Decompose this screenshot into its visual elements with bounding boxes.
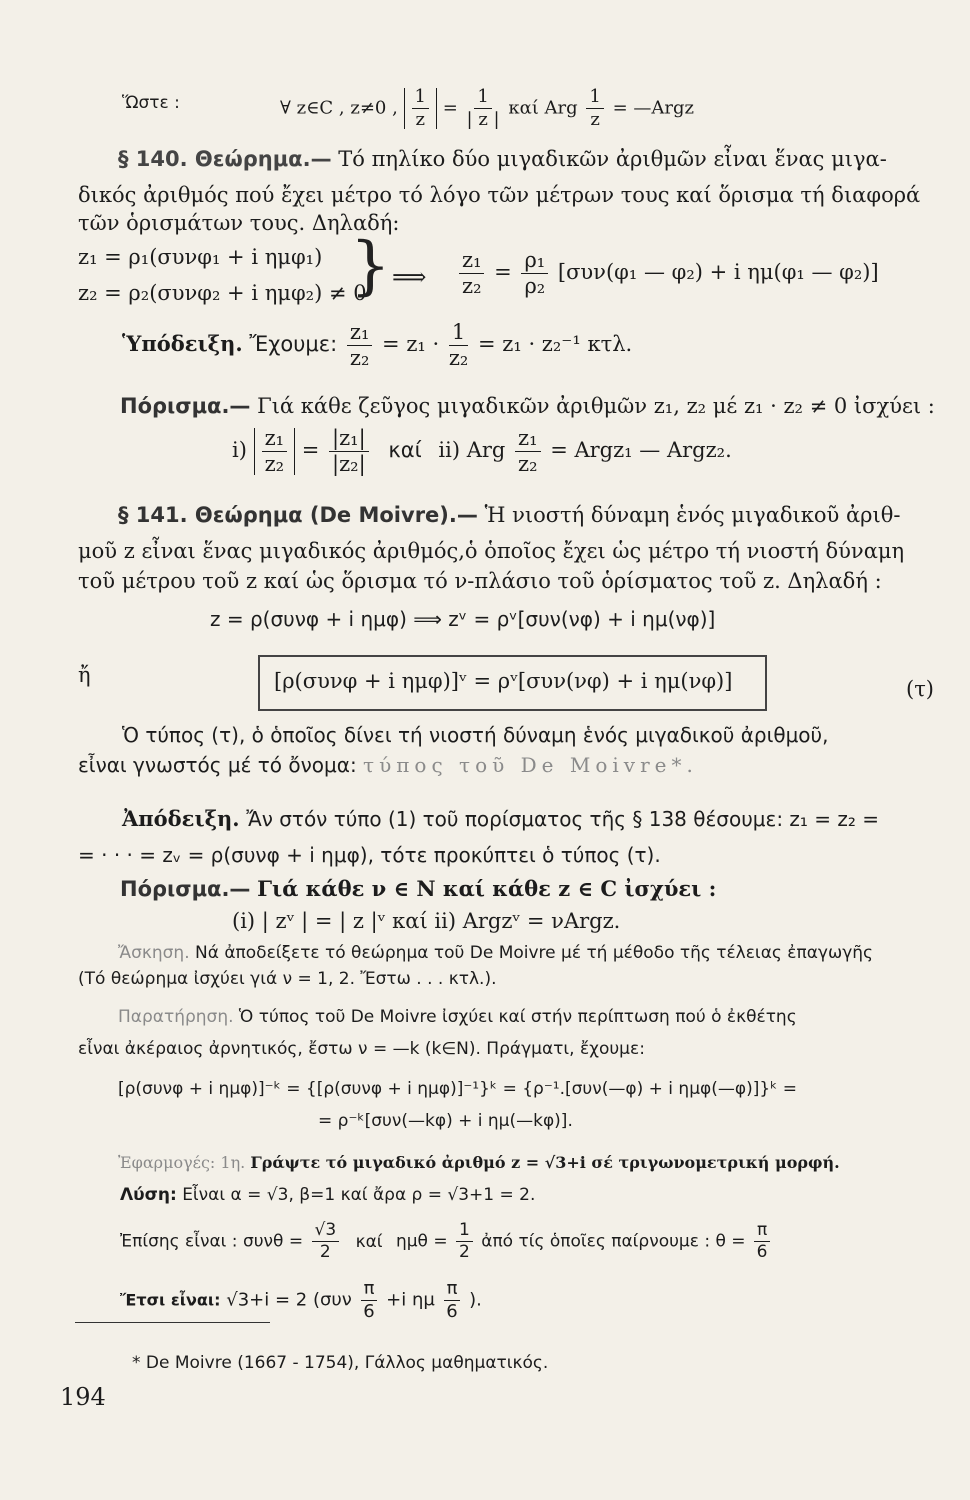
- paragraph-line1: Ὁ τύπος (τ), ὁ ὁποῖος δίνει τή νιοστή δύναμη ἑνός μιγαδικοῦ ἀριθμοῦ,: [122, 723, 829, 747]
- page-number: 194: [60, 1383, 106, 1411]
- corollary-1-formulas: i) $\frac{\text{z₁}}{\text{z₂}}$ = $\frac{\text{|z₁|}}{\text{|z₂|}}$ καί ii) Arg $\frac{\text{z₁}}{\text{z₂}}$ = Argz₁ — Argz₂.: [232, 426, 732, 476]
- or-label: ἤ: [78, 663, 91, 687]
- trig-values-line: Ἐπίσης εἶναι : συνθ = $\frac{√3}{2}$ καί ημθ = $\frac{1}{2}$ ἀπό τίς ὁποῖες παίρνουμε : θ = $\frac{\pi}{6}$: [120, 1222, 773, 1261]
- proof-line1: Ἀπόδειξη. Ἄν στόν τύπο (1) τοῦ πορίσματος τῆς § 138 θέσουμε: z₁ = z₂ =: [122, 806, 880, 831]
- quotient-formula: $\frac{\text{z₁}}{\text{z₂}}$ = $\frac{\text{ρ₁}}{\text{ρ₂}}$ [συν(φ₁ — φ₂) + i ημ(φ₁ — φ₂)]: [456, 250, 879, 297]
- theorem-141-line3: τοῦ μέτρου τοῦ z καί ὡς ὅρισμα τό ν-πλάσιο τοῦ ὁρίσματος τοῦ z. Δηλαδή :: [78, 569, 882, 593]
- proof-line2: = · · · = zᵥ = ρ(συνφ + i ημφ), τότε προκύπτει ὁ τύπος (τ).: [78, 843, 661, 867]
- top-formula: ∀ z∈C , z≠0 , $\frac{1}{z}$ = $\frac{1}{| z |}$ καί Arg $\frac{1}{z}$ = —Argz: [280, 86, 694, 130]
- formula-tag: (τ): [906, 677, 935, 701]
- hint-line: Ὑπόδειξη. Ἔχουμε: $\frac{\text{z₁}}{\text{z₂}}$ = z₁ · $\frac{1}{\text{z₂}}$ = z₁ · z₂⁻¹ κτλ.: [122, 320, 633, 370]
- theorem-140-line3: τῶν ὁρισμάτων τους. Δηλαδή:: [78, 211, 400, 235]
- corollary-1-line: Πόρισμα.— Γιά κάθε ζεῦγος μιγαδικῶν ἀριθμῶν z₁, z₂ μέ z₁ · z₂ ≠ 0 ἰσχύει :: [120, 394, 935, 418]
- solution-line: Λύση: Εἶναι α = √3, β=1 καί ἄρα ρ = √3+1 = 2.: [120, 1185, 536, 1205]
- remark-line2: εἶναι ἀκέραιος ἀρνητικός, ἔστω ν = —k (k∈N). Πράγματι, ἔχουμε:: [78, 1039, 645, 1059]
- exercise-line2: (Τό θεώρημα ἰσχύει γιά ν = 1, 2. Ἔστω . . . κτλ.).: [78, 969, 497, 989]
- paragraph-line2: εἶναι γνωστός μέ τό ὄνομα: τύπος τοῦ De Moivre*.: [78, 753, 698, 777]
- footnote: * De Moivre (1667 - 1754), Γάλλος μαθηματικός.: [132, 1353, 549, 1373]
- corollary-2-formulas: (i) | zᵛ | = | z |ᵛ καί ii) Argzᵛ = νArgz.: [232, 909, 621, 933]
- remark-formula1: [ρ(συνφ + i ημφ)]⁻ᵏ = {[ρ(συνφ + i ημφ)]⁻¹}ᵏ = {ρ⁻¹.[συν(—φ) + i ημφ(—φ)]}ᵏ =: [118, 1079, 798, 1099]
- remark-formula2: = ρ⁻ᵏ[συν(—kφ) + i ημ(—kφ)].: [318, 1111, 573, 1131]
- theorem-140-line1: § 140. Θεώρημα.— Τό πηλίκο δύο μιγαδικῶν ἀριθμῶν εἶναι ἕνας μιγα-: [118, 147, 887, 171]
- theorem-141-line1: § 141. Θεώρημα (De Moivre).— Ἡ νιοστή δύναμη ἑνός μιγαδικοῦ ἀριθ-: [118, 503, 901, 527]
- corollary-2-line: Πόρισμα.— Γιά κάθε ν ∈ N καί κάθε z ∈ C ἰσχύει :: [120, 876, 717, 901]
- theorem-140-line2: δικός ἀριθμός πού ἔχει μέτρο τό λόγο τῶν μέτρων τους καί ὅρισμα τή διαφορά: [78, 183, 921, 207]
- remark-line1: Παρατήρηση. Ὁ τύπος τοῦ De Moivre ἰσχύει καί στήν περίπτωση πού ὁ ἐκθέτης: [118, 1007, 797, 1027]
- right-brace: }: [350, 229, 391, 303]
- footnote-rule: [75, 1322, 270, 1323]
- final-result-line: Ἔτσι εἶναι: √3+i = 2 (συν $\frac{\pi}{6}$ +i ημ $\frac{\pi}{6}$ ).: [120, 1278, 482, 1322]
- exercise-line1: Ἄσκηση. Νά ἀποδείξετε τό θεώρημα τοῦ De Moivre μέ τή μέθοδο τῆς τέλειας ἐπαγωγῆς: [118, 943, 874, 963]
- implies-arrow: ⟹: [392, 263, 427, 291]
- z1-definition: z₁ = ρ₁(συνφ₁ + i ημφ₁): [78, 245, 323, 269]
- oste-label: Ὥστε :: [122, 93, 180, 113]
- boxed-formula: [ρ(συνφ + i ημφ)]ᵛ = ρᵛ[συν(νφ) + i ημ(νφ)]: [274, 669, 733, 693]
- application-title: Ἐφαρμογές: 1η. Γράψτε τό μιγαδικό ἀριθμό z = √3+i σέ τριγωνομετρική μορφή.: [118, 1153, 840, 1172]
- theorem-141-line2: μοῦ z εἶναι ἕνας μιγαδικός ἀριθμός,ὁ ὁποῖος ἔχει ὡς μέτρο τή νιοστή δύναμη: [78, 539, 905, 563]
- de-moivre-formula: z = ρ(συνφ + i ημφ) ⟹ zᵛ = ρᵛ[συν(νφ) + i ημ(νφ)]: [210, 607, 716, 631]
- z2-definition: z₂ = ρ₂(συνφ₂ + i ημφ₂) ≠ 0: [78, 281, 367, 305]
